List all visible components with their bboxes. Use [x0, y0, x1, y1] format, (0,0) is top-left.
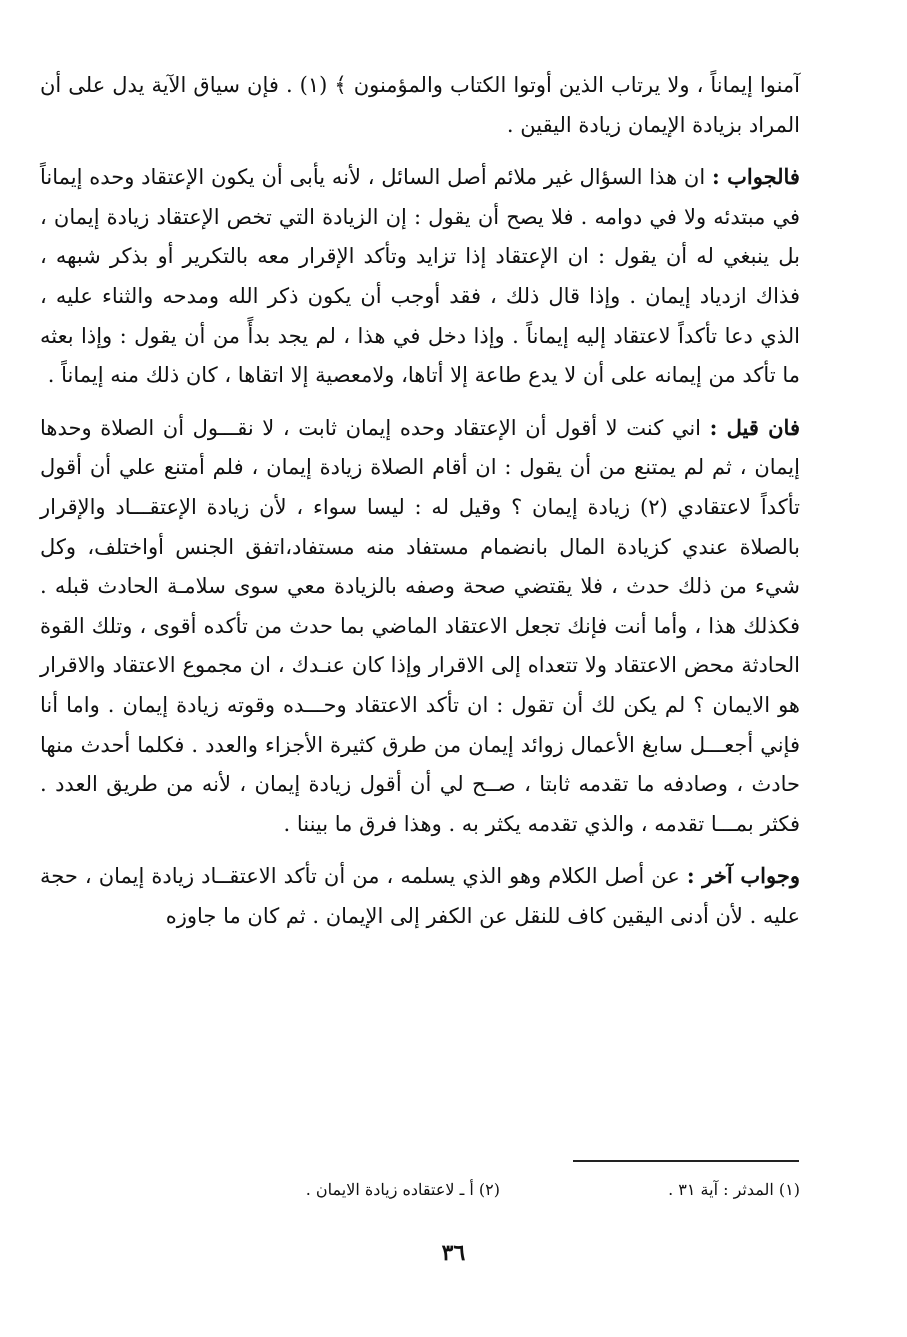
paragraph-answer	[40, 157, 800, 396]
paragraph-objection	[40, 408, 800, 845]
paragraph-answer-text: ان هذا السؤال غير ملائم أصل السائل ، لأنه يأبى أن يكون الإعتقاد وحده إيماناً في مبتدئه ولا في دوامه . فلا يصح أن يقول : إن الزيادة التي تخص الإعتقاد زيادة إيمان ، بل ينبغي له أن يقول : ان الإعتقاد إذا تزايد وتأكد الإقرار معه بالتكرير أو بذكر شبهه ، فذاك ازدياد إيمان . وإذا قال ذلك ، فقد أوجب أن يكون ذكر الله ومدحه والثناء عليه ، الذي دعا تأكداً لاعتقاد إليه إيماناً . وإذا دخل في هذا ، لم يجد بدأً من أن يقول : وإذا بعثه ما تأكد من إيمانه على أن لا يدع طاعة إلا أتاها، ولامعصية إلا اتقاها ، كان ذلك منه إيماناً .	[40, 165, 800, 388]
page-number: ٣٦	[441, 1240, 466, 1266]
paragraph-1-text: آمنوا إيماناً ، ولا يرتاب الذين أوتوا الكتاب والمؤمنون ﴾ (١) . فإن سياق الآية يدل على أن المراد بزيادة الإيمان زيادة اليقين .	[40, 73, 800, 137]
footnote-divider	[573, 1160, 799, 1162]
footnote-1: (١) المدثر : آية ٣١ .	[668, 1180, 800, 1199]
footnote-2: (٢) أ ـ لاعتقاده زيادة الايمان .	[305, 1180, 500, 1199]
paragraph-another-answer-text: عن أصل الكلام وهو الذي يسلمه ، من أن تأكد الاعتقــاد زيادة إيمان ، حجة عليه . لأن أدنى اليقين كاف للنقل عن الكفر إلى الإيمان . ثم كان ما جاوزه	[40, 864, 800, 928]
paragraph-1	[40, 66, 800, 145]
paragraph-another-answer-lead: وجواب آخر :	[686, 863, 800, 889]
paragraph-objection-text: اني كنت لا أقول أن الإعتقاد وحده إيمان ثابت ، لا نقـــول أن الصلاة وحدها إيمان ، ثم لم يمتنع من أن يقول : ان أقام الصلاة زيادة إيمان ، فلم أمتنع علي أن أقول تأكداً لاعتقادي (٢) زيادة إيمان ؟ وقيل له : ليسا سواء ، لأن زيادة الإعتقـــاد والإقرار بالصلاة عندي كزيادة المال بانضمام مستفاد منه مستفاد،اتفق الجنس أواختلف، وكل شيء من ذلك حدث ، فلا يقتضي صحة وصفه بالزيادة معي سوى سلامـة الحادث قبله . فكذلك هذا ، وأما أنت فإنك تجعل الاعتقاد الماضي بما حدث من تأكده أقوى ، وتلك القوة الحادثة محض الاعتقاد ولا تتعداه إلى الاقرار وإذا كان عنـدك ، ان مجموع الاعتقاد والاقرار هو الايمان ؟ لم يكن لك أن تقول : ان تأكد الاعتقاد وحـــده وقوته زيادة إيمان . واما أنا فإني أجعـــل سابغ الأعمال زوائد إيمان من طرق كثيرة الأجزاء والعدد . فكلما أحدث منها حادث ، وصادفه ما تقدمه ثابتا ، صــح لي أن أقول زيادة إيمان ، لأنه من طريق العدد . فكثر بمـــا تقدمه ، والذي تقدمه يكثر به . وهذا فرق ما بيننا .	[40, 415, 800, 836]
paragraph-answer-lead: فالجواب :	[711, 164, 800, 190]
paragraph-another-answer	[40, 856, 800, 936]
main-text	[40, 66, 800, 936]
paragraph-objection-lead: فان قيل :	[709, 414, 800, 440]
